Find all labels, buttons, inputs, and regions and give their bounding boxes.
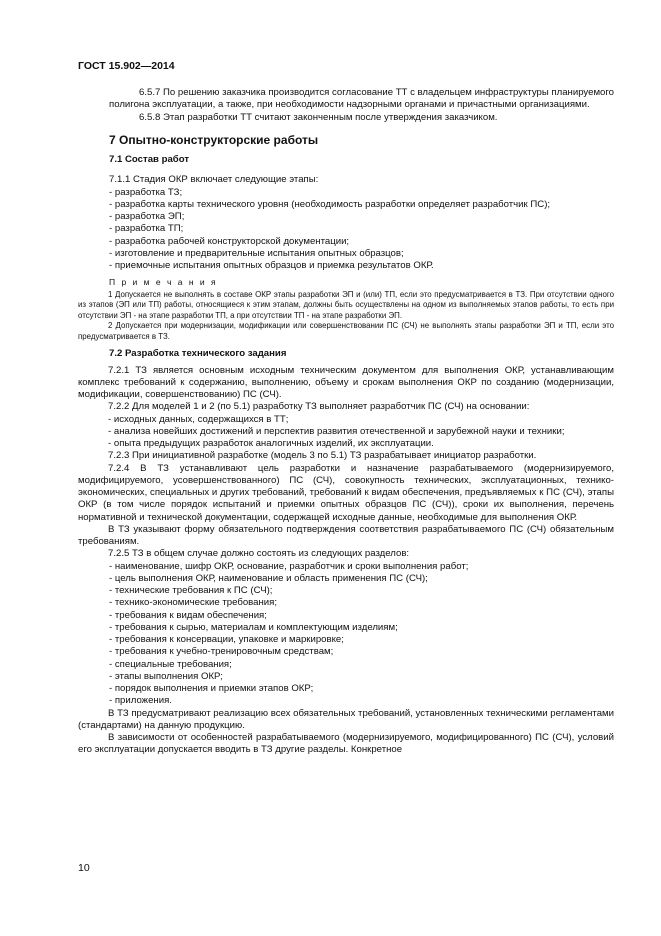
list-item: - требования к сырью, материалам и комплектующим изделиям; (109, 621, 398, 633)
section-7-title: 7 Опытно-конструкторские работы (109, 132, 319, 147)
list-item: - изготовление и предварительные испытания опытных образцов; (109, 247, 404, 259)
paragraph-7-2-4: 7.2.4 В ТЗ устанавливают цель разработки и назначение разрабатываемого (модернизируемого, модифицируемого, усовершенствованного) ПС (СЧ), совокупность технических, эксплуатационных, технико-экономических, специальных и других требований, требований к видам обеспечения, предъявляемых к ПС (СЧ), этапы ОКР (в том числе порядок испытаний и приемки опытных образцов ПС (СЧ)), сроки их выполнения, перечень нормативной и технической документации, содержащей исходные данные, необходимые для выполнения ОКР. (78, 462, 614, 523)
list-item: - порядок выполнения и приемки этапов ОКР; (109, 683, 314, 694)
list-item: - этапы выполнения ОКР; (109, 670, 223, 682)
paragraph-7-2-2: 7.2.2 Для моделей 1 и 2 (по 5.1) разработку ТЗ выполняет разработчик ПС (СЧ) на основании: (108, 401, 530, 413)
notes-title: П р и м е ч а н и я (109, 277, 218, 288)
list-item: - разработка карты технического уровня (необходимость разработки определяет разработчик ПС); (109, 198, 551, 210)
list-item: - приемочные испытания опытных образцов и приемка результатов ОКР. (109, 260, 434, 271)
notes-block (78, 277, 614, 342)
paragraph-7-2-5: 7.2.5 ТЗ в общем случае должно состоять из следующих разделов: (108, 548, 410, 560)
list-item: - приложения. (109, 695, 172, 707)
list-item: - требования к консервации, упаковке и маркировке; (109, 634, 344, 645)
paragraph-7-1-1: 7.1.1 Стадия ОКР включает следующие этапы: (109, 174, 319, 186)
list-item: - разработка рабочей конструкторской документации; (109, 235, 350, 247)
note-2: 2 Допускается при модернизации, модификации или совершенствовании ПС (СЧ) не выполнять этапы разработки ЭП и ТП, если это предусматривается в ТЗ. (78, 321, 614, 341)
page-content (78, 87, 614, 757)
list-item: - цель выполнения ОКР, наименование и область применения ПС (СЧ); (109, 572, 428, 584)
list-item: - наименование, шифр ОКР, основание, разработчик и сроки выполнения работ; (109, 560, 469, 572)
list-item: - технико-экономические требования; (109, 597, 278, 609)
section-7-2-title: 7.2 Разработка технического задания (109, 348, 287, 360)
sections-list (109, 561, 614, 708)
note-1: 1 Допускается не выполнять в составе ОКР этапы разработки ЭП и (или) ТП, если это предусматривается в ТЗ. При отсутствии одного из этапов (ЭП или ТП) работы, относящиеся к этим этапам, должны быть осуществлены на одном из выполняемых этапов работы, то есть при отсутствии ЭП - на этапе разработки ТП, а при отсутствии ТП - на этапе разработки ЭП. (78, 289, 614, 320)
list-item: - требования к видам обеспечения; (109, 609, 267, 621)
list-item: - исходных данных, содержащихся в ТТ; (108, 413, 289, 425)
paragraph-7-2-3: 7.2.3 При инициативной разработке (модель 3 по 5.1) ТЗ разрабатывает инициатор разработки. (108, 450, 537, 462)
paragraph-depending: В зависимости от особенностей разрабатываемого (модернизируемого, модифицированного) ПС (СЧ), условий его эксплуатации допускается вводить в ТЗ другие разделы. Конкретное (78, 732, 614, 756)
paragraph-form: В ТЗ указывают форму обязательного подтверждения соответствия разрабатываемого ПС (СЧ) обязательным требованиям. (78, 523, 614, 547)
list-item: - требования к учебно-тренировочным средствам; (109, 646, 334, 658)
list-item: - анализа новейших достижений и перспектив развития отечественной и зарубежной науки и техники; (108, 425, 565, 437)
stages-list (109, 187, 614, 273)
list-item: - опыта предыдущих разработок аналогичных изделий, их эксплуатации. (108, 438, 434, 449)
paragraph-all-requirements: В ТЗ предусматривают реализацию всех обязательных требований, установленных техническими регламентами (стандартами) на данную продукцию. (78, 707, 614, 731)
list-item: - разработка ТЗ; (109, 186, 183, 198)
list-item: - разработка ТП; (109, 223, 184, 235)
page-number: 10 (78, 862, 90, 874)
list-item: - разработка ЭП; (109, 211, 185, 222)
section-7-1-title: 7.1 Состав работ (109, 154, 190, 165)
paragraph-7-2-1: 7.2.1 ТЗ является основным исходным техническим документом для выполнения ОКР, устанавливающим комплекс требований к содержанию, выполнению, объему и срокам выполнения ОКР по созданию (модернизации, модификации, совершенствованию) ПС (СЧ). (78, 364, 614, 400)
list-item: - специальные требования; (109, 658, 232, 670)
paragraph-6-5-7: 6.5.7 По решению заказчика производится согласование ТТ с владельцем инфраструктуры планируемого полигона эксплуатации, а также, при необходимости надзорными органами и причастными организациями. (109, 87, 614, 111)
paragraph-6-5-8: 6.5.8 Этап разработки ТТ считают законченным после утверждения заказчиком. (139, 111, 498, 123)
document-header: ГОСТ 15.902—2014 (78, 60, 175, 72)
list-item: - технические требования к ПС (СЧ); (109, 585, 273, 596)
